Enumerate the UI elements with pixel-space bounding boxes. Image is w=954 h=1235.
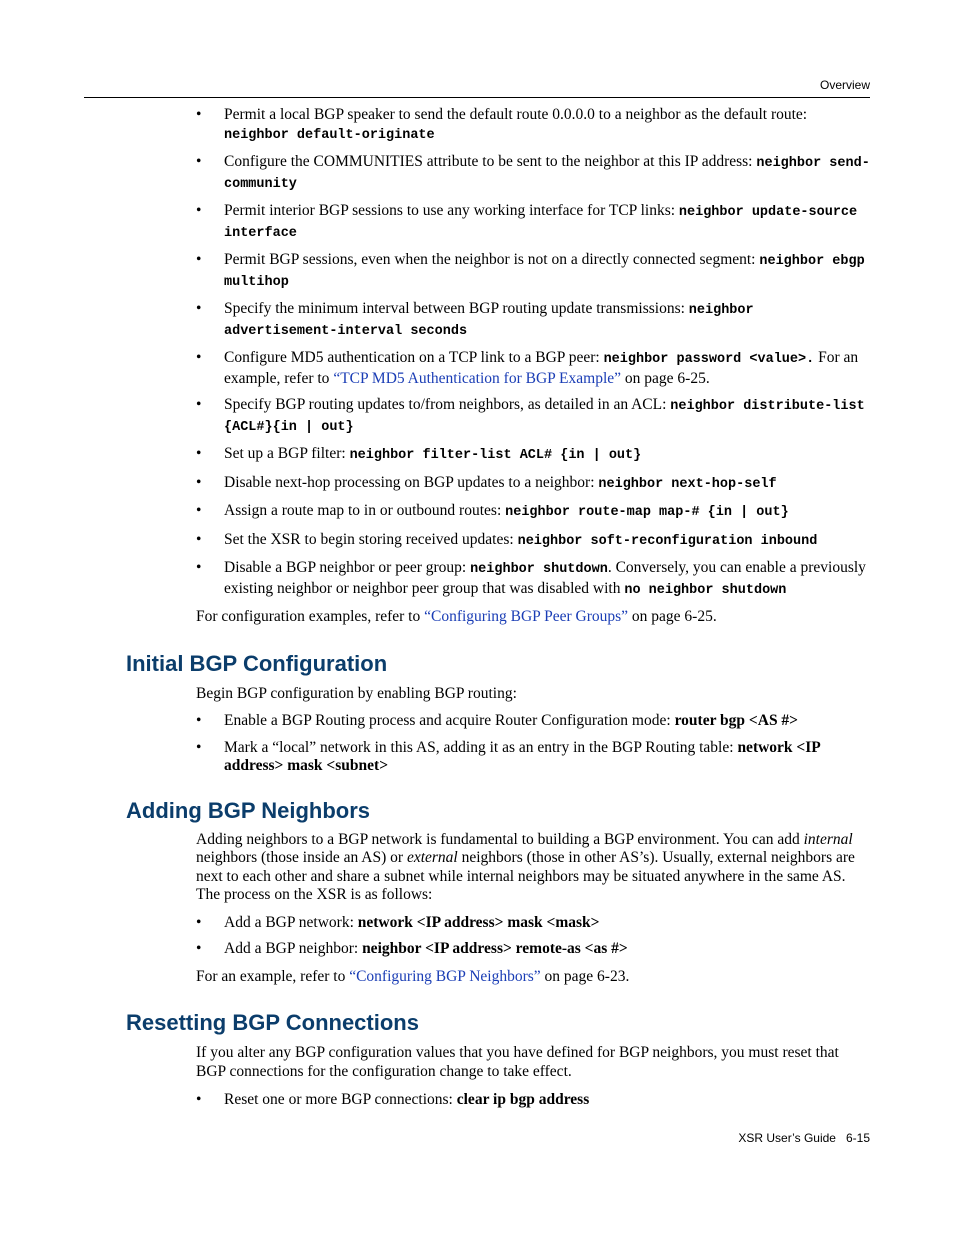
resetting-bgp-heading: Resetting BGP Connections — [126, 1010, 419, 1035]
adding-list — [196, 914, 870, 959]
list-item: • Configure MD5 authentication on a TCP link to a BGP peer: neighbor password <value>. For an example, refer to “TCP MD5 Authentication for BGP Example” on page 6-25. — [196, 349, 859, 387]
list-item: • Reset one or more BGP connections: clear ip bgp address — [196, 1091, 590, 1108]
command: neighbor password <value>. — [603, 352, 815, 367]
footer-guide-title: XSR User’s Guide — [738, 1131, 836, 1145]
command: neighbor distribute-list {ACL#}{in | out} — [224, 399, 865, 435]
command: router bgp <AS #> — [674, 712, 799, 729]
list-item: • Permit BGP sessions, even when the neighbor is not on a directly connected segment: neighbor ebgp multihop — [196, 251, 865, 290]
list-item: • Enable a BGP Routing process and acquire Router Configuration mode: router bgp <AS #> — [196, 712, 799, 729]
neighbor-commands-list — [196, 106, 870, 600]
list-item: • Set the XSR to begin storing received updates: neighbor soft-reconfiguration inbound — [196, 530, 818, 549]
tcp-md5-example-link[interactable]: “TCP MD5 Authentication for BGP Example” — [333, 369, 622, 387]
command: network <IP address> mask <mask> — [357, 913, 600, 931]
resetting-list — [196, 1091, 870, 1110]
initial-bgp-heading: Initial BGP Configuration — [126, 650, 388, 676]
list-item: • Disable a BGP neighbor or peer group: neighbor shutdown. Conversely, you can enable a previously existing neighbor or neighbor peer group that was disabled with no neighbor shutdown — [196, 559, 866, 598]
list-item: • Permit a local BGP speaker to send the default route 0.0.0.0 to a neighbor as the default route: neighbor default-originate — [196, 106, 808, 143]
adding-paragraph: Adding neighbors to a BGP network is fundamental to building a BGP environment. You can add internal neighbors (those inside an AS) or external neighbors (those in other AS’s). Usually, external neighbors are next to each other and share a subnet while internal neighbors may be situated anywhere in the same AS. The process on the XSR is as follows: — [196, 830, 855, 903]
command: neighbor filter-list ACL# {in | out} — [349, 448, 642, 463]
list-item: • Set up a BGP filter: neighbor filter-list ACL# {in | out} — [196, 445, 642, 463]
command: network <IP address> mask <subnet> — [224, 738, 820, 774]
command: neighbor <IP address> remote-as <as #> — [362, 940, 628, 957]
command: neighbor soft-reconfiguration inbound — [517, 533, 818, 549]
page-header — [84, 77, 870, 98]
adding-example-paragraph: For an example, refer to “Configuring BGP Neighbors” on page 6-23. — [196, 967, 630, 985]
initial-intro: Begin BGP configuration by enabling BGP routing: — [196, 684, 517, 702]
command: neighbor ebgp multihop — [224, 254, 865, 290]
list-item: • Specify the minimum interval between BGP routing update transmissions: neighbor advertisement-interval seconds — [196, 300, 754, 339]
bgp-neighbors-link[interactable]: “Configuring BGP Neighbors” — [349, 967, 541, 985]
list-item: • Specify BGP routing updates to/from neighbors, as detailed in an ACL: neighbor distribute-list {ACL#}{in | out} — [196, 396, 865, 435]
command: neighbor advertisement-interval seconds — [224, 303, 754, 339]
command: neighbor update-source interface — [224, 205, 858, 241]
list-item: • Disable next-hop processing on BGP updates to a neighbor: neighbor next-hop-self — [196, 473, 777, 492]
list-item: • Configure the COMMUNITIES attribute to be sent to the neighbor at this IP address: neighbor send-community — [196, 153, 870, 192]
header-section-name: Overview — [819, 78, 870, 92]
command: neighbor next-hop-self — [598, 476, 777, 492]
command: neighbor route-map map-# {in | out} — [505, 505, 789, 520]
page-content — [126, 106, 870, 1118]
config-examples-paragraph: For configuration examples, refer to “Configuring BGP Peer Groups” on page 6-25. — [196, 608, 717, 625]
resetting-paragraph: If you alter any BGP configuration values that you have defined for BGP neighbors, you must reset that BGP connections for the configuration change to take effect. — [196, 1044, 839, 1080]
list-item: • Mark a “local” network in this AS, adding it as an entry in the BGP Routing table: network <IP address> mask <subnet> — [196, 738, 820, 774]
list-item: • Assign a route map to in or outbound routes: neighbor route-map map-# {in | out} — [196, 502, 789, 520]
adding-bgp-heading: Adding BGP Neighbors — [126, 797, 371, 823]
command: no neighbor shutdown — [624, 582, 787, 598]
command: neighbor send-community — [224, 156, 870, 192]
initial-list — [196, 712, 870, 776]
command: clear ip bgp address — [456, 1091, 590, 1108]
footer-page-number: 6-15 — [845, 1131, 870, 1145]
list-item: • Add a BGP network: network <IP address> mask <mask> — [196, 913, 600, 931]
list-item: • Add a BGP neighbor: neighbor <IP address> remote-as <as #> — [196, 940, 628, 957]
command: neighbor default-originate — [224, 127, 435, 143]
bgp-peer-groups-link[interactable]: “Configuring BGP Peer Groups” — [424, 608, 629, 625]
page-footer — [738, 1131, 870, 1145]
list-item: • Permit interior BGP sessions to use any working interface for TCP links: neighbor update-source interface — [196, 202, 858, 241]
command: neighbor shutdown — [470, 562, 608, 577]
